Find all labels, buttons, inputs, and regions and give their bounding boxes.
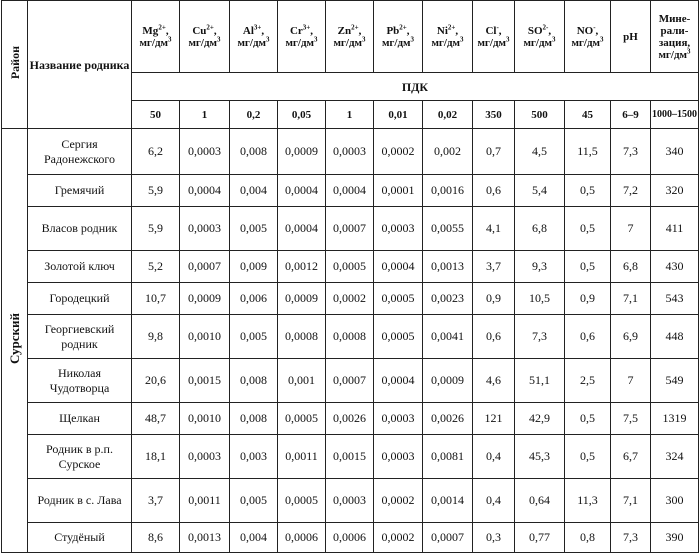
table-cell: 4,6 xyxy=(473,359,515,403)
column-header-10: NO-, $мг/дм^3$ xyxy=(565,1,611,73)
table-cell: 5,4 xyxy=(515,175,565,207)
column-header-4: $Cr^{3+}$, $мг/дм^3$ xyxy=(278,1,326,73)
limit-value: 0,05 xyxy=(278,101,326,129)
table-cell: 7,3 xyxy=(515,315,565,359)
column-unit-exponent: 3 xyxy=(600,34,604,43)
table-cell: 4,5 xyxy=(515,129,565,175)
table-cell: 0,0005 xyxy=(278,403,326,435)
table-cell: 0,0004 xyxy=(180,175,230,207)
spring-name-header-label: Название родника xyxy=(29,57,130,72)
table-cell: 0,0003 xyxy=(180,207,230,251)
table-cell: 6,2 xyxy=(132,129,180,175)
column-unit-label: мг/дм xyxy=(333,36,363,49)
table-cell: 0,6 xyxy=(565,315,611,359)
spring-name: Золотой ключ xyxy=(28,251,132,283)
table-cell: 0,0007 xyxy=(326,359,374,403)
table-cell: 45,3 xyxy=(515,435,565,479)
table-cell: 0,0005 xyxy=(374,283,423,315)
column-unit-label: мг/дм xyxy=(477,36,507,49)
limit-value: 0,2 xyxy=(230,101,278,129)
table-cell: 8,6 xyxy=(132,523,180,553)
column-header-5: $Zn^{2+}$, $мг/дм^3$ xyxy=(326,1,374,73)
table-cell: 51,1 xyxy=(515,359,565,403)
table-cell: 42,9 xyxy=(515,403,565,435)
table-cell: 0,0010 xyxy=(180,403,230,435)
table-cell: 0,0005 xyxy=(278,479,326,523)
column-ion-label: NO xyxy=(576,24,594,37)
column-ion-charge: 2+ xyxy=(206,22,214,31)
table-cell: 9,8 xyxy=(132,315,180,359)
table-cell: 0,008 xyxy=(230,359,278,403)
table-cell: 0,0002 xyxy=(374,479,423,523)
table-cell: 0,005 xyxy=(230,207,278,251)
table-cell: 0,0041 xyxy=(423,315,473,359)
column-unit-exponent: 3 xyxy=(506,34,510,43)
spring-name: Родник в р.п. Сурское xyxy=(28,435,132,479)
column-ion-charge: 2+ xyxy=(399,22,407,31)
table-cell: 0,0007 xyxy=(180,251,230,283)
table-cell: 0,0006 xyxy=(278,523,326,553)
column-ion-label: Pb xyxy=(386,24,400,37)
table-cell: 20,6 xyxy=(132,359,180,403)
column-unit-label: мг/дм xyxy=(188,36,218,49)
column-header-3: $Al^{3+}$, $мг/дм^3$ xyxy=(230,1,278,73)
table-cell: 0,8 xyxy=(565,523,611,553)
table-cell: 324 xyxy=(651,435,699,479)
table-cell: 0,0011 xyxy=(278,435,326,479)
table-cell: 5,9 xyxy=(132,175,180,207)
table-cell: 543 xyxy=(651,283,699,315)
table-cell: 0,001 xyxy=(278,359,326,403)
column-unit-exponent: 3 xyxy=(687,46,691,55)
spring-name: Николая Чудотворца xyxy=(28,359,132,403)
table-cell: 0,9 xyxy=(473,283,515,315)
column-ion-charge: 3+ xyxy=(302,22,311,31)
table-cell: 0,002 xyxy=(423,129,473,175)
spring-name: Студёный xyxy=(28,523,132,553)
column-unit-label: мг/дм xyxy=(285,36,315,49)
table-cell: 0,0009 xyxy=(278,129,326,175)
table-cell: 5,9 xyxy=(132,207,180,251)
table-cell: 1319 xyxy=(651,403,699,435)
pdk-header: ПДК xyxy=(132,73,699,101)
table-cell: 0,0011 xyxy=(180,479,230,523)
table-cell: 0,0081 xyxy=(423,435,473,479)
table-cell: 0,0007 xyxy=(326,207,374,251)
table-cell: 0,0004 xyxy=(278,175,326,207)
table-cell: 7 xyxy=(611,207,651,251)
column-ion-label: Мине-рали-зация, xyxy=(658,12,691,49)
table-row xyxy=(2,251,699,283)
limit-value: 1000–1500 xyxy=(651,101,699,129)
table-cell: 0,0026 xyxy=(423,403,473,435)
table-cell: 121 xyxy=(473,403,515,435)
table-cell: 0,0026 xyxy=(326,403,374,435)
spring-name: Щелкан xyxy=(28,403,132,435)
table-cell: 0,3 xyxy=(473,523,515,553)
table-cell: 9,3 xyxy=(515,251,565,283)
table-cell: 320 xyxy=(651,175,699,207)
table-cell: 0,0002 xyxy=(374,523,423,553)
table-cell: 0,0008 xyxy=(326,315,374,359)
table-cell: 0,5 xyxy=(565,175,611,207)
column-ion-charge: - xyxy=(593,22,596,31)
table-cell: 0,0003 xyxy=(180,435,230,479)
column-header-6: $Pb^{2+}$, $мг/дм^3$ xyxy=(374,1,423,73)
table-cell: 7,1 xyxy=(611,479,651,523)
table-cell: 7,3 xyxy=(611,523,651,553)
table-cell: 0,4 xyxy=(473,435,515,479)
column-ion-charge: 2+ xyxy=(158,22,166,31)
table-row xyxy=(2,175,699,207)
table-cell: 0,0006 xyxy=(326,523,374,553)
column-unit-label: мг/дм xyxy=(658,48,688,61)
column-header-11 xyxy=(611,1,651,73)
table-cell: 0,0004 xyxy=(374,359,423,403)
table-row xyxy=(2,479,699,523)
column-unit-label: мг/дм xyxy=(139,36,169,49)
limit-value: 0,01 xyxy=(374,101,423,129)
table-cell: 3,7 xyxy=(132,479,180,523)
column-ion-label: Al xyxy=(242,24,254,37)
limit-value: 6–9 xyxy=(611,101,651,129)
table-cell: 2,5 xyxy=(565,359,611,403)
table-cell: 6,8 xyxy=(515,207,565,251)
table-cell: 0,5 xyxy=(565,207,611,251)
table-cell: 0,008 xyxy=(230,129,278,175)
table-row xyxy=(2,435,699,479)
table-cell: 11,5 xyxy=(565,129,611,175)
table-cell: 0,0009 xyxy=(180,283,230,315)
table-cell: 3,7 xyxy=(473,251,515,283)
table-cell: 0,7 xyxy=(473,129,515,175)
column-header-9: $SO^{2-}$, $мг/дм^3$ xyxy=(515,1,565,73)
table-cell: 0,0003 xyxy=(374,403,423,435)
table-cell: 0,0008 xyxy=(278,315,326,359)
column-ion-label: Cr xyxy=(289,24,303,37)
table-row xyxy=(2,523,699,553)
table-cell: 0,0005 xyxy=(374,315,423,359)
table-row xyxy=(2,283,699,315)
table-cell: 0,5 xyxy=(565,435,611,479)
spring-name: Власов родник xyxy=(28,207,132,251)
region-header xyxy=(2,1,28,129)
table-cell: 0,008 xyxy=(230,403,278,435)
column-ion-label: pH xyxy=(623,30,638,43)
table-cell: 0,0003 xyxy=(374,435,423,479)
column-header-12 xyxy=(651,1,699,73)
limit-value: 350 xyxy=(473,101,515,129)
column-ion-charge: 2+ xyxy=(351,22,359,31)
table-cell: 7,1 xyxy=(611,283,651,315)
table-cell: 0,0015 xyxy=(180,359,230,403)
table-cell: 0,5 xyxy=(565,403,611,435)
spring-name: Городецкий xyxy=(28,283,132,315)
table-cell: 0,004 xyxy=(230,523,278,553)
table-cell: 0,0015 xyxy=(326,435,374,479)
table-cell: 0,0004 xyxy=(374,251,423,283)
table-cell: 0,0009 xyxy=(278,283,326,315)
spring-name: Гремячий xyxy=(28,175,132,207)
column-header-7: $Ni^{2+}$, $мг/дм^3$ xyxy=(423,1,473,73)
column-header-2: $Cu^{2+}$, $мг/дм^3$ xyxy=(180,1,230,73)
table-cell: 0,0055 xyxy=(423,207,473,251)
table-cell: 0,003 xyxy=(230,435,278,479)
column-ion-label: Cu xyxy=(192,24,207,37)
table-cell: 10,5 xyxy=(515,283,565,315)
table-cell: 0,005 xyxy=(230,315,278,359)
column-ion-label: Mg xyxy=(142,24,159,37)
table-cell: 0,0007 xyxy=(423,523,473,553)
region-name: Сурский xyxy=(7,312,22,365)
table-cell: 4,1 xyxy=(473,207,515,251)
table-cell: 6,8 xyxy=(611,251,651,283)
column-ion-label: Ni xyxy=(436,24,448,37)
column-unit-exponent: 3 xyxy=(552,34,556,43)
column-unit-label: мг/дм xyxy=(237,36,267,49)
column-ion-label: Cl xyxy=(485,24,497,37)
table-cell: 5,2 xyxy=(132,251,180,283)
column-unit-label: мг/дм xyxy=(523,36,553,49)
table-cell: 7 xyxy=(611,359,651,403)
table-cell: 0,009 xyxy=(230,251,278,283)
column-unit-label: мг/дм xyxy=(381,36,411,49)
table-cell: 390 xyxy=(651,523,699,553)
table-row xyxy=(2,315,699,359)
table-cell: 411 xyxy=(651,207,699,251)
spring-name: Сергия Радонежского xyxy=(28,129,132,175)
column-ion-charge: 3+ xyxy=(253,22,262,31)
table-row xyxy=(2,359,699,403)
table-cell: 549 xyxy=(651,359,699,403)
table-cell: 0,6 xyxy=(473,315,515,359)
column-unit-label: мг/дм xyxy=(571,36,601,49)
limit-value: 500 xyxy=(515,101,565,129)
column-unit-exponent: 3 xyxy=(266,34,270,43)
column-header-8: Cl-, $мг/дм^3$ xyxy=(473,1,515,73)
column-ion-charge: - xyxy=(496,22,499,31)
column-unit-exponent: 3 xyxy=(168,34,172,43)
table-row xyxy=(2,207,699,251)
table-cell: 0,005 xyxy=(230,479,278,523)
table-cell: 7,5 xyxy=(611,403,651,435)
table-cell: 18,1 xyxy=(132,435,180,479)
table-cell: 7,2 xyxy=(611,175,651,207)
table-cell: 0,0003 xyxy=(374,207,423,251)
column-header-1: $Mg^{2+}$, $мг/дм^3$ xyxy=(132,1,180,73)
table-cell: 430 xyxy=(651,251,699,283)
column-ion-label: Zn xyxy=(337,24,352,37)
column-ion-charge: 2+ xyxy=(447,22,456,31)
table-cell: 0,0010 xyxy=(180,315,230,359)
table-cell: 7,3 xyxy=(611,129,651,175)
column-ion-label: SO xyxy=(527,24,543,37)
limit-value: 45 xyxy=(565,101,611,129)
table-row xyxy=(2,129,699,175)
table-cell: 448 xyxy=(651,315,699,359)
table-cell: 0,0005 xyxy=(326,251,374,283)
spring-name-header xyxy=(28,1,132,129)
column-unit-label: мг/дм xyxy=(431,36,461,49)
table-cell: 0,0002 xyxy=(374,129,423,175)
column-unit-exponent: 3 xyxy=(362,34,366,43)
table-cell: 0,0001 xyxy=(374,175,423,207)
table-cell: 0,0003 xyxy=(180,129,230,175)
table-cell: 0,0012 xyxy=(278,251,326,283)
table-cell: 0,0004 xyxy=(278,207,326,251)
column-unit-exponent: 3 xyxy=(217,34,221,43)
table-cell: 0,77 xyxy=(515,523,565,553)
table-cell: 0,6 xyxy=(473,175,515,207)
column-unit-exponent: 3 xyxy=(410,34,415,43)
region-cell xyxy=(2,129,28,553)
column-unit-exponent: 3 xyxy=(314,34,318,43)
table-cell: 48,7 xyxy=(132,403,180,435)
spring-name: Георгиевский родник xyxy=(28,315,132,359)
table-cell: 6,7 xyxy=(611,435,651,479)
table-cell: 0,0013 xyxy=(423,251,473,283)
spring-name: Родник в с. Лава xyxy=(28,479,132,523)
limit-value: 50 xyxy=(132,101,180,129)
table-row xyxy=(2,403,699,435)
table-cell: 0,5 xyxy=(565,251,611,283)
table-cell: 0,0002 xyxy=(326,283,374,315)
table-cell: 0,0004 xyxy=(326,175,374,207)
header-row-ions xyxy=(2,1,699,73)
table-cell: 0,4 xyxy=(473,479,515,523)
table-cell: 0,64 xyxy=(515,479,565,523)
limit-value: 0,02 xyxy=(423,101,473,129)
table-cell: 0,006 xyxy=(230,283,278,315)
table-cell: 340 xyxy=(651,129,699,175)
column-ion-charge: 2- xyxy=(542,22,549,31)
table-cell: 0,0014 xyxy=(423,479,473,523)
region-header-label: Район xyxy=(7,46,22,80)
water-quality-table xyxy=(1,0,699,553)
limit-value: 1 xyxy=(326,101,374,129)
table-cell: 10,7 xyxy=(132,283,180,315)
table-cell: 0,0009 xyxy=(423,359,473,403)
table-cell: 0,0016 xyxy=(423,175,473,207)
table-cell: 0,0013 xyxy=(180,523,230,553)
table-cell: 6,9 xyxy=(611,315,651,359)
table-cell: 11,3 xyxy=(565,479,611,523)
table-cell: 0,0003 xyxy=(326,129,374,175)
table-cell: 0,0023 xyxy=(423,283,473,315)
table-cell: 0,0003 xyxy=(326,479,374,523)
column-unit-exponent: 3 xyxy=(460,34,464,43)
table-cell: 300 xyxy=(651,479,699,523)
limit-value: 1 xyxy=(180,101,230,129)
table-cell: 0,9 xyxy=(565,283,611,315)
table-cell: 0,004 xyxy=(230,175,278,207)
